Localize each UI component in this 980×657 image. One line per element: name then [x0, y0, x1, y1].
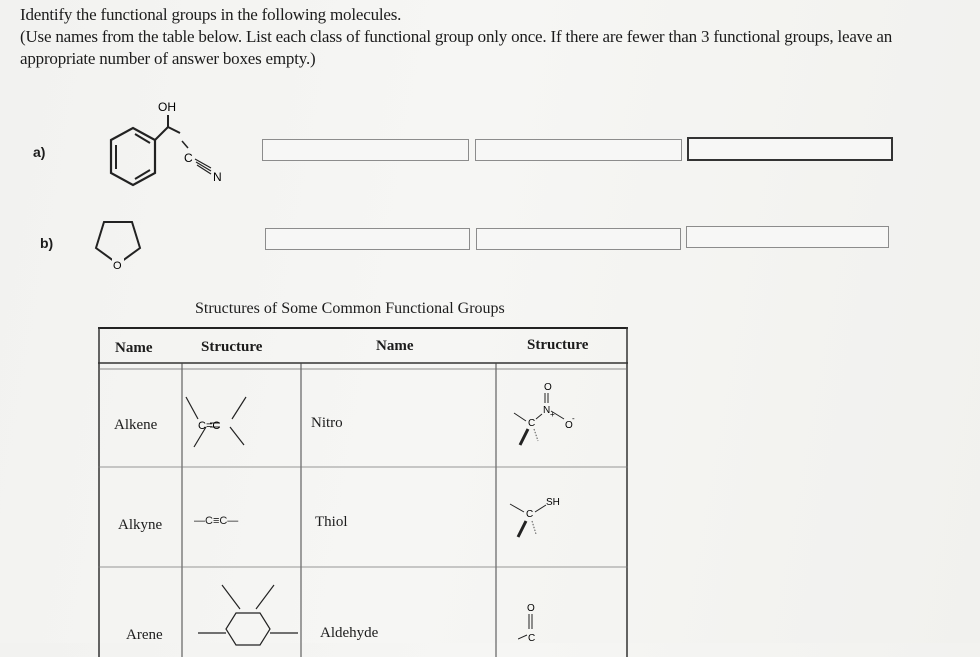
answer-a-3[interactable] — [687, 137, 893, 161]
nitro-plus-charge: + — [550, 410, 555, 419]
nitrile-n-label: N — [213, 170, 222, 184]
nitrile-c-label: C — [184, 151, 193, 165]
question-a-label: a) — [33, 144, 46, 160]
header-name-1: Name — [115, 340, 153, 356]
nitro-o-right: O — [565, 420, 573, 431]
arene-structure — [198, 579, 303, 657]
instructions — [20, 4, 892, 70]
header-name-2: Name — [376, 338, 414, 354]
header-structure-1: Structure — [201, 339, 263, 355]
question-b-label: b) — [40, 235, 54, 251]
answer-b-1[interactable] — [265, 228, 470, 250]
row-alkene-name: Alkene — [114, 417, 158, 433]
aldehyde-structure — [518, 599, 558, 645]
aldehyde-o-label: O — [527, 603, 535, 614]
functional-groups-table — [98, 327, 628, 657]
row-alkyne-name: Alkyne — [118, 517, 163, 533]
row-nitro-name: Nitro — [311, 415, 343, 431]
nitro-c-label: C — [528, 418, 536, 429]
nitro-o-top: O — [544, 382, 552, 393]
answer-a-1[interactable] — [262, 139, 469, 161]
oh-label: OH — [158, 100, 176, 114]
alkene-label: C=C — [198, 420, 221, 432]
ring-o-label: O — [113, 260, 122, 272]
row-aldehyde-name: Aldehyde — [320, 625, 379, 641]
table-caption: Structures of Some Common Functional Groups — [195, 300, 505, 317]
header-structure-2: Structure — [527, 337, 589, 353]
thiol-sh-label: SH — [546, 497, 560, 508]
row-arene-name: Arene — [126, 627, 163, 643]
molecule-a-structure — [78, 95, 248, 205]
thiol-c-label: C — [526, 509, 534, 520]
nitro-n-label: N — [543, 405, 551, 416]
aldehyde-c-label: C — [528, 633, 536, 644]
instruction-line-3: appropriate number of answer boxes empty.) — [20, 49, 316, 68]
answer-a-2[interactable] — [475, 139, 682, 161]
nitro-structure — [508, 379, 608, 459]
answer-b-2[interactable] — [476, 228, 681, 250]
instruction-line-1: Identify the functional groups in the following molecules. — [20, 5, 402, 24]
row-thiol-name: Thiol — [315, 514, 348, 530]
thiol-structure — [508, 490, 598, 550]
alkyne-structure: —C≡C— — [194, 515, 239, 527]
answer-b-3[interactable] — [686, 226, 889, 248]
instruction-line-2: (Use names from the table below. List each class of functional group only once. If there are fewer than 3 functional groups, leave an — [20, 27, 893, 46]
alkene-structure — [184, 395, 254, 455]
molecule-b-structure — [90, 212, 150, 277]
nitro-minus-charge: - — [572, 414, 575, 423]
